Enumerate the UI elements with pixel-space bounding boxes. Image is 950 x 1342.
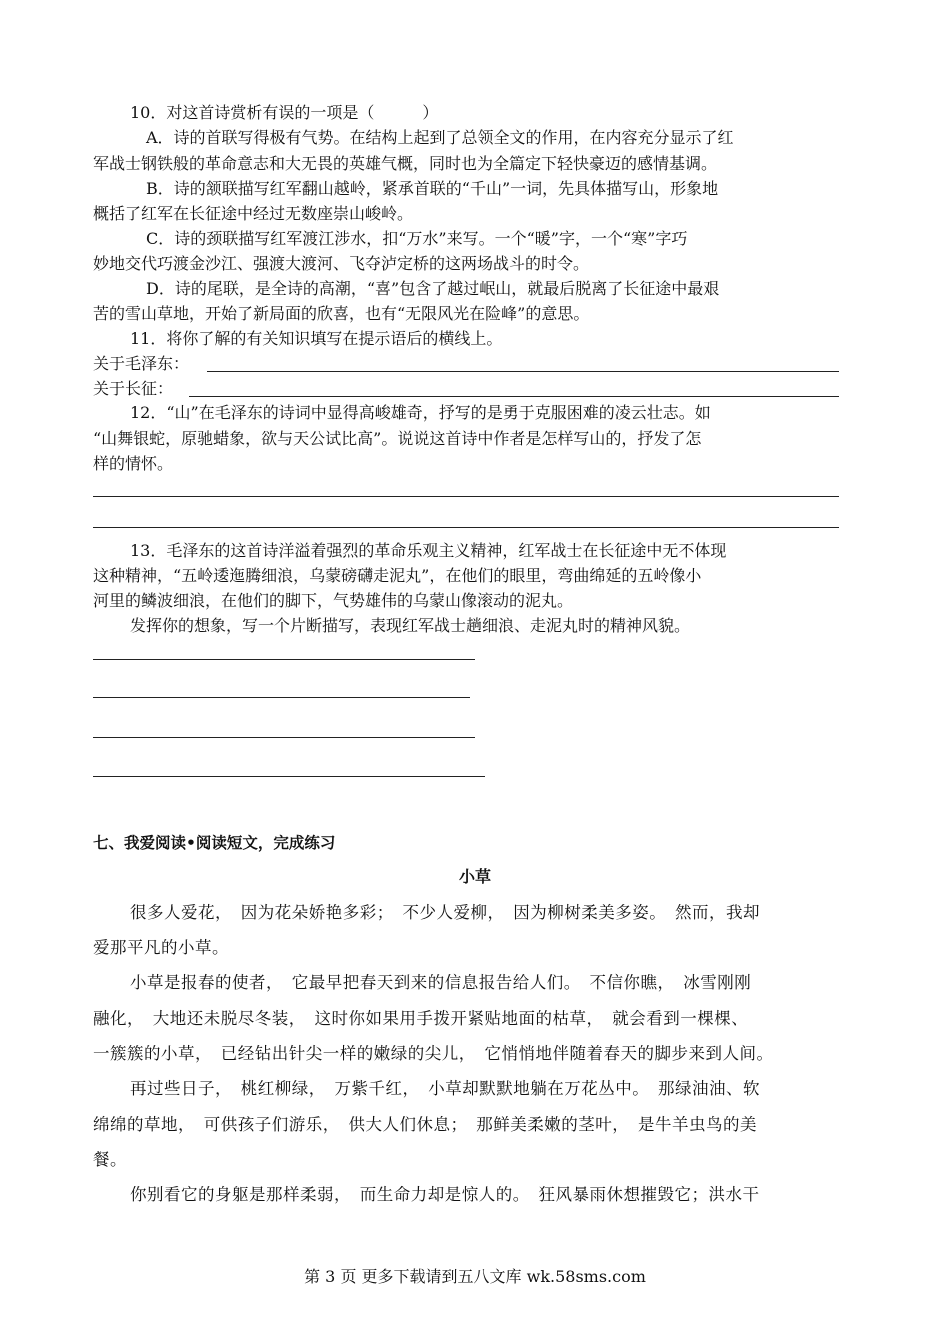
q11-label-mao: 关于毛泽东： <box>93 354 190 373</box>
q13-line1: 13．毛泽东的这首诗洋溢着强烈的革命乐观主义精神，红军战士在长征途中无不体现 <box>130 541 727 560</box>
q12-answer-line-2[interactable] <box>93 527 839 528</box>
q13-answer-line-1[interactable] <box>93 659 475 660</box>
section-heading: 七、我爱阅读•阅读短文，完成练习 <box>93 834 336 852</box>
q11-stem: 11．将你了解的有关知识填写在提示语后的横线上。 <box>130 329 503 348</box>
q12-line2: “山舞银蛇，原驰蜡象，欲与天公试比高”。说说这首诗中作者是怎样写山的，抒发了怎 <box>93 429 702 448</box>
q13-answer-line-4[interactable] <box>93 776 485 777</box>
passage-line: 一簇簇的小草， 已经钻出针尖一样的嫩绿的尖儿， 它悄悄地伴随着春天的脚步来到人间。 <box>93 1044 774 1063</box>
passage-line: 很多人爱花， 因为花朵娇艳多彩； 不少人爱柳， 因为柳树柔美多姿。 然而，我却 <box>130 903 760 922</box>
q13-answer-line-3[interactable] <box>93 737 475 738</box>
q12-answer-line-1[interactable] <box>93 496 839 497</box>
q11-label-changzheng: 关于长征： <box>93 379 174 398</box>
q10-option-a-line1: A．诗的首联写得极有气势。在结构上起到了总领全文的作用，在内容充分显示了红 <box>146 128 734 147</box>
passage-line: 再过些日子， 桃红柳绿， 万紫千红， 小草却默默地躺在万花丛中。 那绿油油、软 <box>130 1079 760 1098</box>
q12-line1: 12．“山”在毛泽东的诗词中显得高峻雄奇，抒写的是勇于克服困难的凌云壮志。如 <box>130 403 711 422</box>
q13-line4: 发挥你的想象，写一个片断描写，表现红军战士趟细浪、走泥丸时的精神风貌。 <box>130 616 691 635</box>
passage-line: 小草是报春的使者， 它最早把春天到来的信息报告给人们。 不信你瞧， 冰雪刚刚 <box>130 973 752 992</box>
passage-line: 融化， 大地还未脱尽冬装， 这时你如果用手拨开紧贴地面的枯草， 就会看到一棵棵、 <box>93 1009 749 1028</box>
page-footer: 第 3 页 更多下载请到五八文库 wk.58sms.com <box>304 1267 646 1286</box>
q13-line2: 这种精神，“五岭逶迤腾细浪，乌蒙磅礴走泥丸”，在他们的眼里，弯曲绵延的五岭像小 <box>93 566 702 585</box>
q11-answer-line-changzheng[interactable] <box>189 396 839 397</box>
passage-line: 餐。 <box>93 1150 127 1169</box>
passage-line: 爱那平凡的小草。 <box>93 938 229 957</box>
passage-line: 你别看它的身躯是那样柔弱， 而生命力却是惊人的。 狂风暴雨休想摧毁它；洪水干 <box>130 1185 760 1204</box>
q10-option-d-line1: D．诗的尾联，是全诗的高潮，“喜”包含了越过岷山，就最后脱离了长征途中最艰 <box>146 279 720 298</box>
q10-stem: 10．对这首诗赏析有误的一项是（ ） <box>130 103 439 122</box>
q13-answer-line-2[interactable] <box>93 697 470 698</box>
q10-option-a-line2: 军战士钢铁般的革命意志和大无畏的英雄气概，同时也为全篇定下轻快豪迈的感情基调。 <box>93 154 718 173</box>
q13-line3: 河里的鳞波细浪，在他们的脚下，气势雄伟的乌蒙山像滚动的泥丸。 <box>93 591 574 610</box>
q10-option-d-line2: 苦的雪山草地，开始了新局面的欣喜，也有“无限风光在险峰”的意思。 <box>93 304 590 323</box>
q10-option-c-line1: C．诗的颈联描写红军渡江涉水，扣“万水”来写。一个“暖”字，一个“寒”字巧 <box>146 229 688 248</box>
passage-line: 绵绵的草地， 可供孩子们游乐， 供大人们休息； 那鲜美柔嫩的茎叶， 是牛羊虫鸟的美 <box>93 1115 757 1134</box>
q10-option-c-line2: 妙地交代巧渡金沙江、强渡大渡河、飞夺泸定桥的这两场战斗的时令。 <box>93 254 590 273</box>
passage-title: 小草 <box>458 867 491 886</box>
q10-option-b-line2: 概括了红军在长征途中经过无数座崇山峻岭。 <box>93 204 414 223</box>
q11-answer-line-mao[interactable] <box>207 371 839 372</box>
q12-line3: 样的情怀。 <box>93 454 174 473</box>
q10-option-b-line1: B．诗的颔联描写红军翻山越岭，紧承首联的“千山”一词，先具体描写山，形象地 <box>146 179 719 198</box>
